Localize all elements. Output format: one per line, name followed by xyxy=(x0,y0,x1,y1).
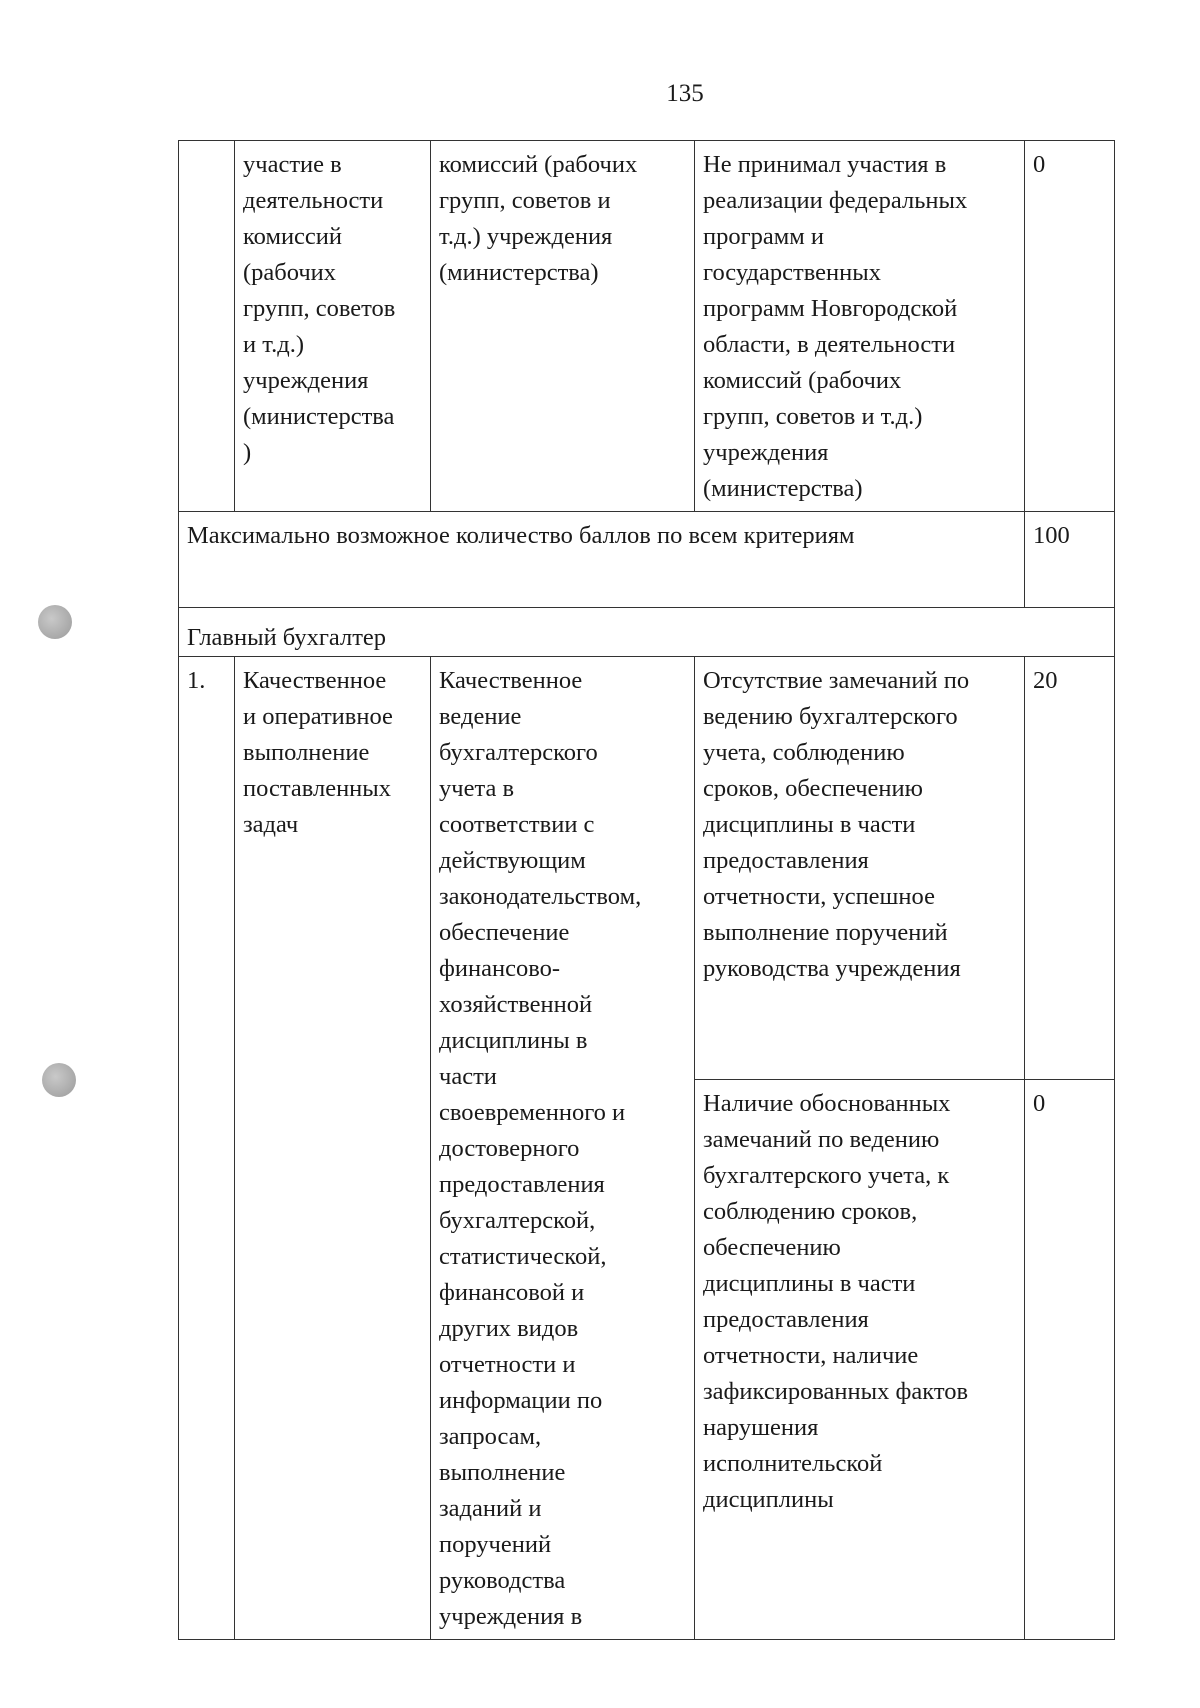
table-row-item-1a xyxy=(179,657,1115,1080)
row-number-cell: 1. xyxy=(179,657,235,1640)
max-score-value: 100 xyxy=(1025,512,1115,608)
section-header-chief-accountant: Главный бухгалтер xyxy=(179,608,1115,657)
criterion-cell: участие в деятельности комиссий (рабочих групп, советов и т.д.) учреждения (министерства ) xyxy=(235,141,431,512)
table-row-max-score xyxy=(179,512,1115,608)
punch-hole-upper xyxy=(38,605,72,639)
page-number: 135 xyxy=(666,80,704,107)
condition-cell: Не принимал участия в реализации федеральных программ и государственных программ Новгородской области, в деятельности комиссий (рабочих групп, советов и т.д.) учреждения (министерства) xyxy=(695,141,1025,512)
indicator-cell: Качественное ведение бухгалтерского учета в соответствии с действующим законодательством, обеспечение финансово- хозяйственной дисциплины в части своевременного и достоверного предоставления бухгалтерской, статистической, финансовой и других видов отчетности и информации по запросам, выполнение заданий и поручений руководства учреждения в xyxy=(431,657,695,1640)
score-cell-no-remarks: 20 xyxy=(1025,657,1115,1080)
score-cell: 0 xyxy=(1025,141,1115,512)
table-row-continuation xyxy=(179,141,1115,512)
max-score-label: Максимально возможное количество баллов по всем критериям xyxy=(179,512,1025,608)
criterion-cell: Качественное и оперативное выполнение поставленных задач xyxy=(235,657,431,1640)
score-cell-remarks: 0 xyxy=(1025,1080,1115,1640)
condition-cell-remarks: Наличие обоснованных замечаний по ведению бухгалтерского учета, к соблюдению сроков, обеспечению дисциплины в части предоставления отчетности, наличие зафиксированных фактов нарушения исполнительской дисциплины xyxy=(695,1080,1025,1640)
criteria-table xyxy=(178,140,1115,1640)
punch-hole-lower xyxy=(42,1063,76,1097)
row-number-cell xyxy=(179,141,235,512)
indicator-cell: комиссий (рабочих групп, советов и т.д.) учреждения (министерства) xyxy=(431,141,695,512)
condition-cell-no-remarks: Отсутствие замечаний по ведению бухгалтерского учета, соблюдению сроков, обеспечению дисциплины в части предоставления отчетности, успешное выполнение поручений руководства учреждения xyxy=(695,657,1025,1080)
table-row-section-header xyxy=(179,608,1115,657)
